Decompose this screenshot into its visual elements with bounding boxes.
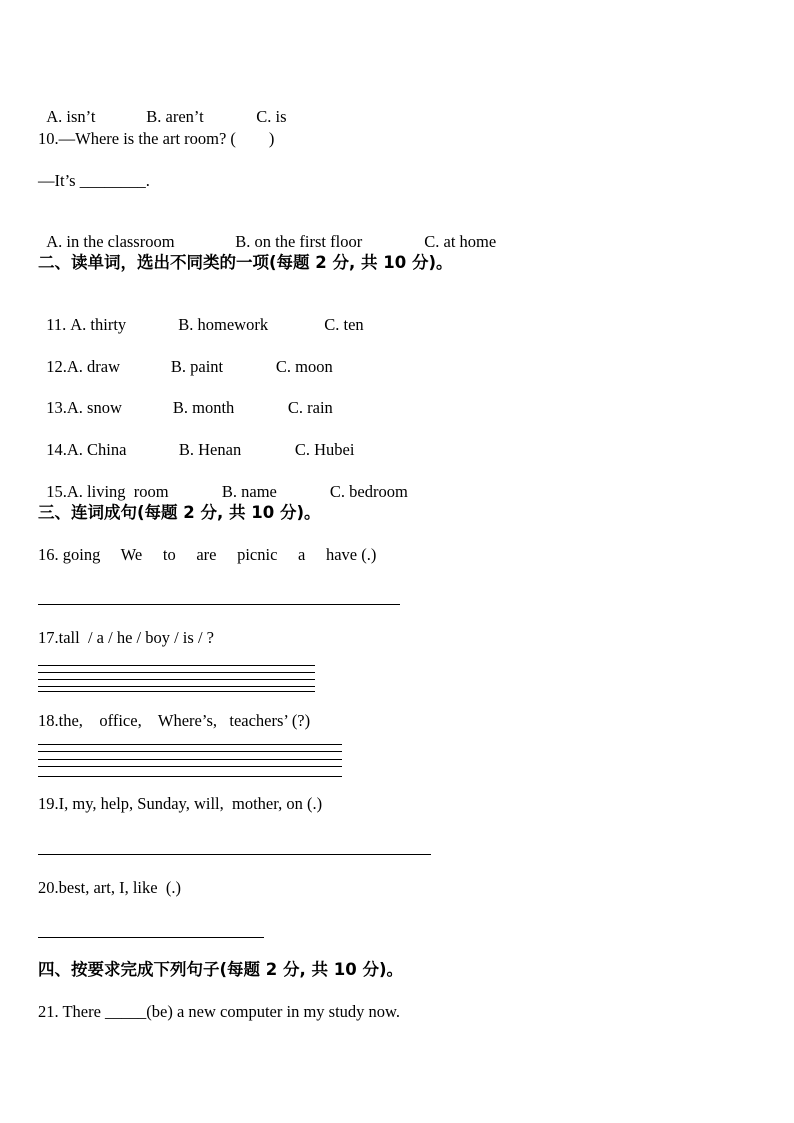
q9-options [38,87,287,127]
q15-option-a: A. living room [66,482,169,501]
q11-row [38,295,364,335]
q17-answer-line-2[interactable] [38,672,315,673]
q15-option-b: B. name [221,482,277,501]
q18-answer-line-5[interactable] [38,776,342,777]
q13-number: 13. [46,398,67,417]
q12-number: 12. [46,357,67,376]
q11-option-c: C. ten [324,315,364,334]
q21-prompt: 21. There _____(be) a new computer in my study now. [38,1002,401,1021]
q14-row [38,420,354,460]
q18-answer-line-2[interactable] [38,751,342,752]
q11-option-a: A. thirty [70,315,127,334]
q15-row [38,462,408,502]
q18-answer-line-4[interactable] [38,766,342,767]
q14-option-a: A. China [66,440,127,459]
q20-answer-line[interactable] [38,937,264,938]
q12-row [38,337,333,377]
q12-option-a: A. draw [66,357,121,376]
q15-number: 15. [46,482,67,501]
q13-row [38,378,333,418]
section3-heading: 三、连词成句(每题 2 分, 共 10 分)。 [38,503,321,522]
q10-option-a: A. in the classroom [46,232,175,251]
q14-option-b: B. Henan [178,440,242,459]
q18-answer-line-1[interactable] [38,744,342,745]
q19-prompt: 19.I, my, help, Sunday, will, mother, on (.) [38,794,323,813]
q12-option-c: C. moon [275,357,333,376]
q16-prompt: 16. going We to are picnic a have (.) [38,545,377,564]
q16-answer-line[interactable] [38,604,400,605]
q14-option-c: C. Hubei [294,440,355,459]
q17-answer-line-1[interactable] [38,665,315,666]
q14-number: 14. [46,440,67,459]
q10-option-c: C. at home [424,232,497,251]
q13-option-c: C. rain [287,398,333,417]
q15-option-c: C. bedroom [329,482,408,501]
q19-answer-line[interactable] [38,854,431,855]
q18-prompt: 18.the, office, Where’s, teachers’ (?) [38,711,311,730]
q9-option-a: A. isn’t [46,107,96,126]
q10-answer-line: —It’s ________. [38,171,150,190]
q11-option-b: B. homework [178,315,269,334]
q20-prompt: 20.best, art, I, like (.) [38,878,181,897]
q10-options [38,212,496,252]
q12-option-b: B. paint [170,357,224,376]
q17-answer-line-3[interactable] [38,679,315,680]
q13-option-b: B. month [172,398,235,417]
q17-answer-line-5[interactable] [38,691,315,692]
q9-option-b: B. aren’t [146,107,204,126]
q18-answer-line-3[interactable] [38,759,342,760]
q10-question: 10.—Where is the art room? ( ) [38,129,275,148]
q13-option-a: A. snow [66,398,122,417]
q9-option-c: C. is [256,107,287,126]
q10-option-b: B. on the first floor [235,232,363,251]
q17-answer-line-4[interactable] [38,686,315,687]
section2-heading: 二、读单词，选出不同类的一项(每题 2 分, 共 10 分)。 [38,253,453,272]
section4-heading: 四、按要求完成下列句子(每题 2 分, 共 10 分)。 [38,960,404,979]
q17-prompt: 17.tall / a / he / boy / is / ? [38,628,214,647]
q11-number: 11. [46,315,67,334]
